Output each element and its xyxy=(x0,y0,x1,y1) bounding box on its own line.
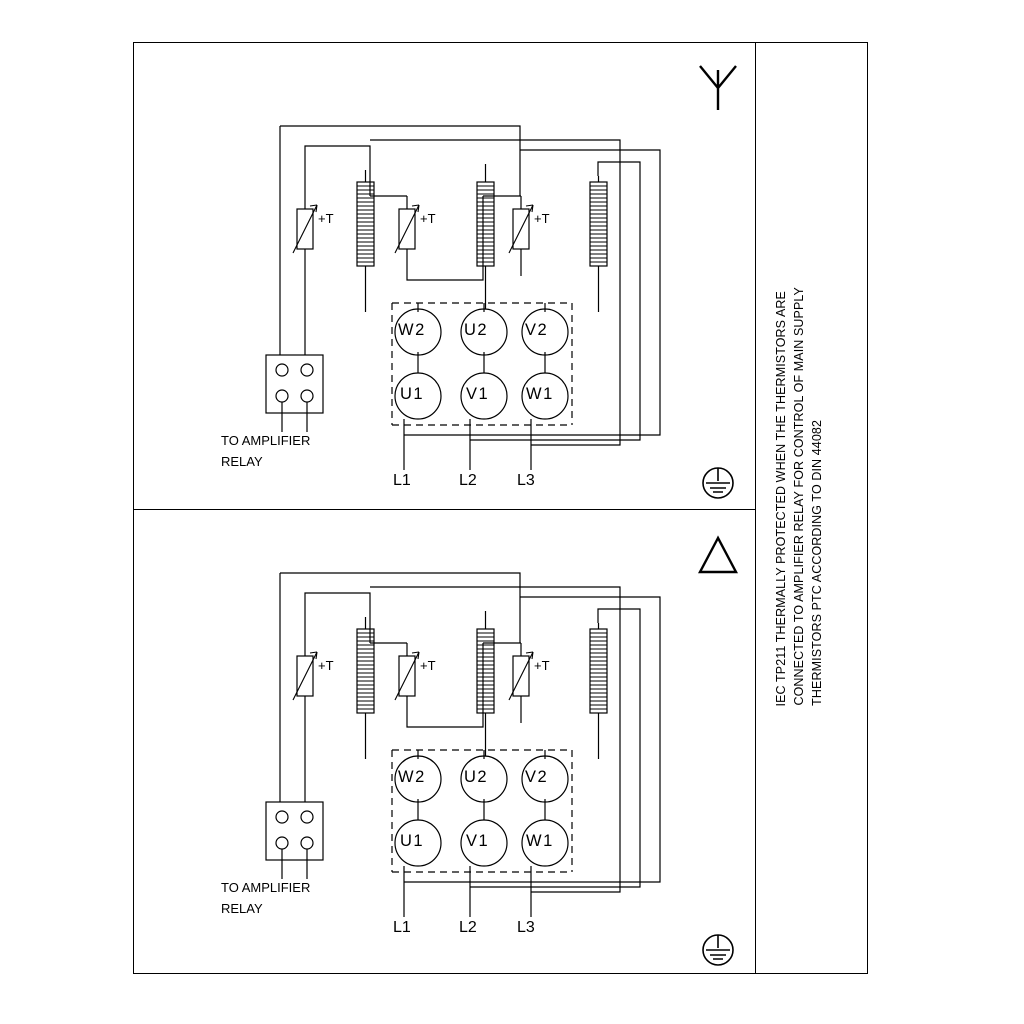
thermistor-label-1: +T xyxy=(318,658,334,673)
supply-label-l1: L1 xyxy=(393,472,411,489)
motor-coil-3 xyxy=(590,623,607,759)
supply-lines xyxy=(370,140,660,470)
panel-star-graphics xyxy=(266,66,736,498)
thermistor-3 xyxy=(509,196,533,262)
terminal-u2: U2 xyxy=(464,768,489,786)
thermistor-label-1: +T xyxy=(318,211,334,226)
amplifier-terminal-block xyxy=(266,802,323,879)
motor-coil-1 xyxy=(357,170,374,312)
motor-coil-1 xyxy=(357,617,374,759)
amplifier-relay-label-line2: RELAY xyxy=(221,901,263,916)
thermistor-2 xyxy=(395,196,419,262)
note-line-3: THERMISTORS PTC ACCORDING TO DIN 44082 xyxy=(810,420,824,706)
motor-coil-2 xyxy=(477,611,494,759)
thermistor-label-3: +T xyxy=(534,211,550,226)
terminal-v2: V2 xyxy=(525,321,549,339)
terminal-w1: W1 xyxy=(526,832,554,850)
terminal-w2: W2 xyxy=(398,321,426,339)
thermistor-label-2: +T xyxy=(420,658,436,673)
supply-label-l1: L1 xyxy=(393,919,411,936)
thermistor-label-2: +T xyxy=(420,211,436,226)
thermistor-2 xyxy=(395,643,419,709)
supply-label-l3: L3 xyxy=(517,919,535,936)
terminal-v1: V1 xyxy=(466,385,490,403)
supply-label-l2: L2 xyxy=(459,472,477,489)
delta-icon xyxy=(700,538,736,572)
motor-coil-3 xyxy=(590,176,607,312)
thermistor-label-3: +T xyxy=(534,658,550,673)
amplifier-relay-label-line1: TO AMPLIFIER xyxy=(221,880,311,895)
panel-delta-graphics xyxy=(266,538,736,965)
earth-ground-icon xyxy=(703,935,733,965)
amplifier-relay-label-line1: TO AMPLIFIER xyxy=(221,433,311,448)
note-line-2: CONNECTED TO AMPLIFIER RELAY FOR CONTROL OF MAIN SUPPLY xyxy=(792,287,806,706)
earth-ground-icon xyxy=(703,468,733,498)
supply-label-l2: L2 xyxy=(459,919,477,936)
thermistor-3 xyxy=(509,643,533,709)
terminal-u2: U2 xyxy=(464,321,489,339)
amplifier-terminal-block xyxy=(266,355,323,432)
note-block xyxy=(760,42,868,974)
thermistor-1 xyxy=(293,643,317,709)
supply-label-l3: L3 xyxy=(517,472,535,489)
terminal-w1: W1 xyxy=(526,385,554,403)
note-line-1: IEC TP211 THERMALLY PROTECTED WHEN THE THERMISTORS ARE xyxy=(774,290,788,706)
amplifier-relay-label-line2: RELAY xyxy=(221,454,263,469)
terminal-u1: U1 xyxy=(400,385,425,403)
motor-coil-2 xyxy=(477,164,494,312)
terminal-u1: U1 xyxy=(400,832,425,850)
thermistor-1 xyxy=(293,196,317,262)
supply-lines xyxy=(370,587,660,917)
terminal-w2: W2 xyxy=(398,768,426,786)
wye-icon xyxy=(700,66,736,110)
terminal-v1: V1 xyxy=(466,832,490,850)
terminal-v2: V2 xyxy=(525,768,549,786)
